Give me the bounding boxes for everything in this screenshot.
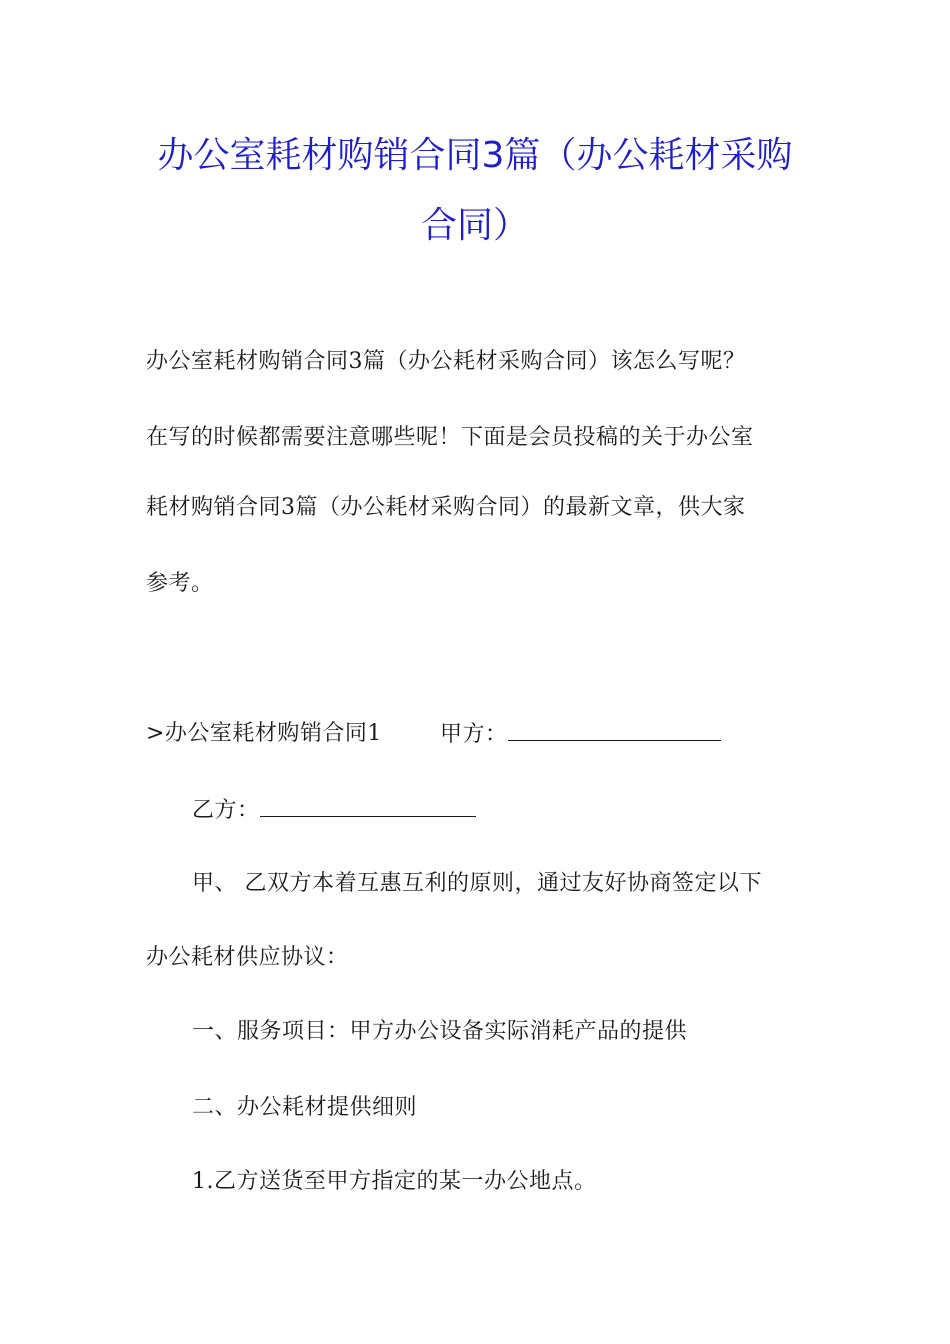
- contract-heading: >办公室耗材购销合同1: [146, 721, 382, 746]
- party-a-field: [440, 720, 721, 749]
- clause-2: 二、办公耗材提供细则: [192, 1095, 418, 1120]
- document-title-line-2: 合同）: [420, 205, 529, 246]
- intro-line-3: 耗材购销合同3篇（办公耗材采购合同）的最新文章，供大家: [146, 495, 746, 520]
- intro-line-1: 办公室耗材购销合同3篇（办公耗材采购合同）该怎么写呢？: [146, 349, 746, 374]
- clause-1: 一、服务项目：甲方办公设备实际消耗产品的提供: [192, 1019, 688, 1044]
- document-title-line-1: 办公室耗材购销合同3篇（办公耗材采购: [157, 135, 793, 176]
- intro-line-2: 在写的时候都需要注意哪些呢！下面是会员投稿的关于办公室: [146, 425, 754, 450]
- party-b-label: 乙方：: [192, 798, 260, 823]
- paragraph-1-line-1: 甲、 乙双方本着互惠互利的原则，通过友好协商签定以下: [192, 871, 762, 896]
- party-a-blank: [508, 720, 721, 741]
- intro-line-4: 参考。: [146, 571, 214, 596]
- paragraph-1-line-2: 办公耗材供应协议：: [146, 945, 349, 970]
- party-a-label: 甲方：: [440, 722, 508, 747]
- party-b-blank: [260, 796, 476, 817]
- clause-2-detail-1: 1.乙方送货至甲方指定的某一办公地点。: [192, 1169, 597, 1194]
- party-b-field: [192, 796, 476, 825]
